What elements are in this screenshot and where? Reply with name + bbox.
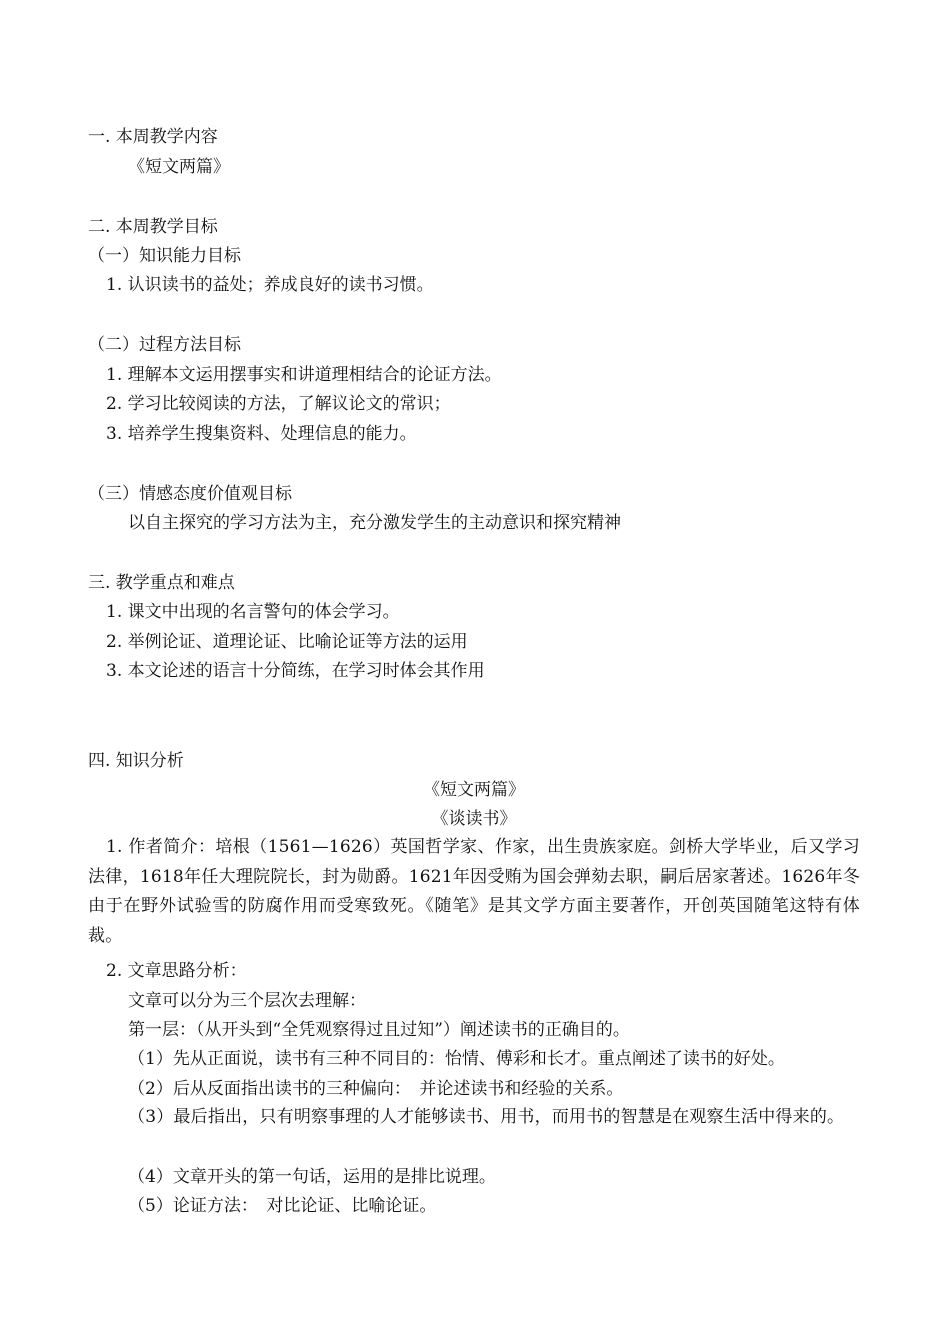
analysis-point-1: （1）先从正面说，读书有三种不同目的：怡情、傅彩和长才。重点阐述了读书的好处。 — [128, 1049, 785, 1069]
section-4-heading: 四. 知识分析 — [88, 751, 184, 771]
process-item-2: 2. 学习比较阅读的方法，了解议论文的常识； — [106, 394, 451, 414]
subsection-knowledge-heading: （一）知识能力目标 — [88, 246, 241, 266]
section-3-heading: 三. 教学重点和难点 — [88, 573, 235, 593]
key-point-item-2: 2. 举例论证、道理论证、比喻论证等方法的运用 — [106, 632, 468, 652]
analysis-point-4: （4）文章开头的第一句话，运用的是排比说理。 — [128, 1167, 496, 1187]
knowledge-item-1: 1. 认识读书的益处；养成良好的读书习惯。 — [106, 275, 434, 295]
article-title: 《短文两篇》 — [423, 780, 525, 800]
author-intro-paragraph: 1. 作者简介：培根（1561—1626）英国哲学家、作家，出生贵族家庭。剑桥大学毕业，后又学习法律，1618年任大理院院长，封为勋爵。1621年因受贿为国会弹劾去职，嗣后居家著述。1626年冬由于在野外试验雪的防腐作用而受寒致死。《随笔》是其文学方面主要著作，开创英国随笔这特有体裁。 — [88, 837, 860, 946]
analysis-line-first-level: 第一层：（从开头到“全凭观察得过且过知”）阐述读书的正确目的。 — [128, 1020, 630, 1040]
key-point-item-3: 3. 本文论述的语言十分简练，在学习时体会其作用 — [106, 661, 485, 681]
subsection-values-heading: （三）情感态度价值观目标 — [88, 484, 292, 504]
section-2-heading: 二. 本周教学目标 — [88, 217, 218, 237]
analysis-point-5: （5）论证方法： 对比论证、比喻论证。 — [128, 1196, 437, 1216]
analysis-item-2: 2. 文章思路分析： — [106, 961, 247, 981]
process-item-3: 3. 培养学生搜集资料、处理信息的能力。 — [106, 424, 417, 444]
section-1-content: 《短文两篇》 — [128, 157, 230, 177]
analysis-point-3: （3）最后指出，只有明察事理的人才能够读书、用书，而用书的智慧是在观察生活中得来的。 — [128, 1107, 845, 1127]
key-point-item-1: 1. 课文中出现的名言警句的体会学习。 — [106, 602, 400, 622]
analysis-line-levels: 文章可以分为三个层次去理解： — [128, 991, 366, 1011]
article-subtitle: 《谈读书》 — [431, 809, 517, 829]
analysis-point-2: （2）后从反面指出读书的三种偏向： 并论述读书和经验的关系。 — [128, 1079, 624, 1099]
values-text: 以自主探究的学习方法为主，充分激发学生的主动意识和探究精神 — [128, 513, 621, 533]
process-item-1: 1. 理解本文运用摆事实和讲道理相结合的论证方法。 — [106, 365, 502, 385]
section-1-heading: 一. 本周教学内容 — [88, 127, 218, 147]
subsection-process-heading: （二）过程方法目标 — [88, 335, 241, 355]
